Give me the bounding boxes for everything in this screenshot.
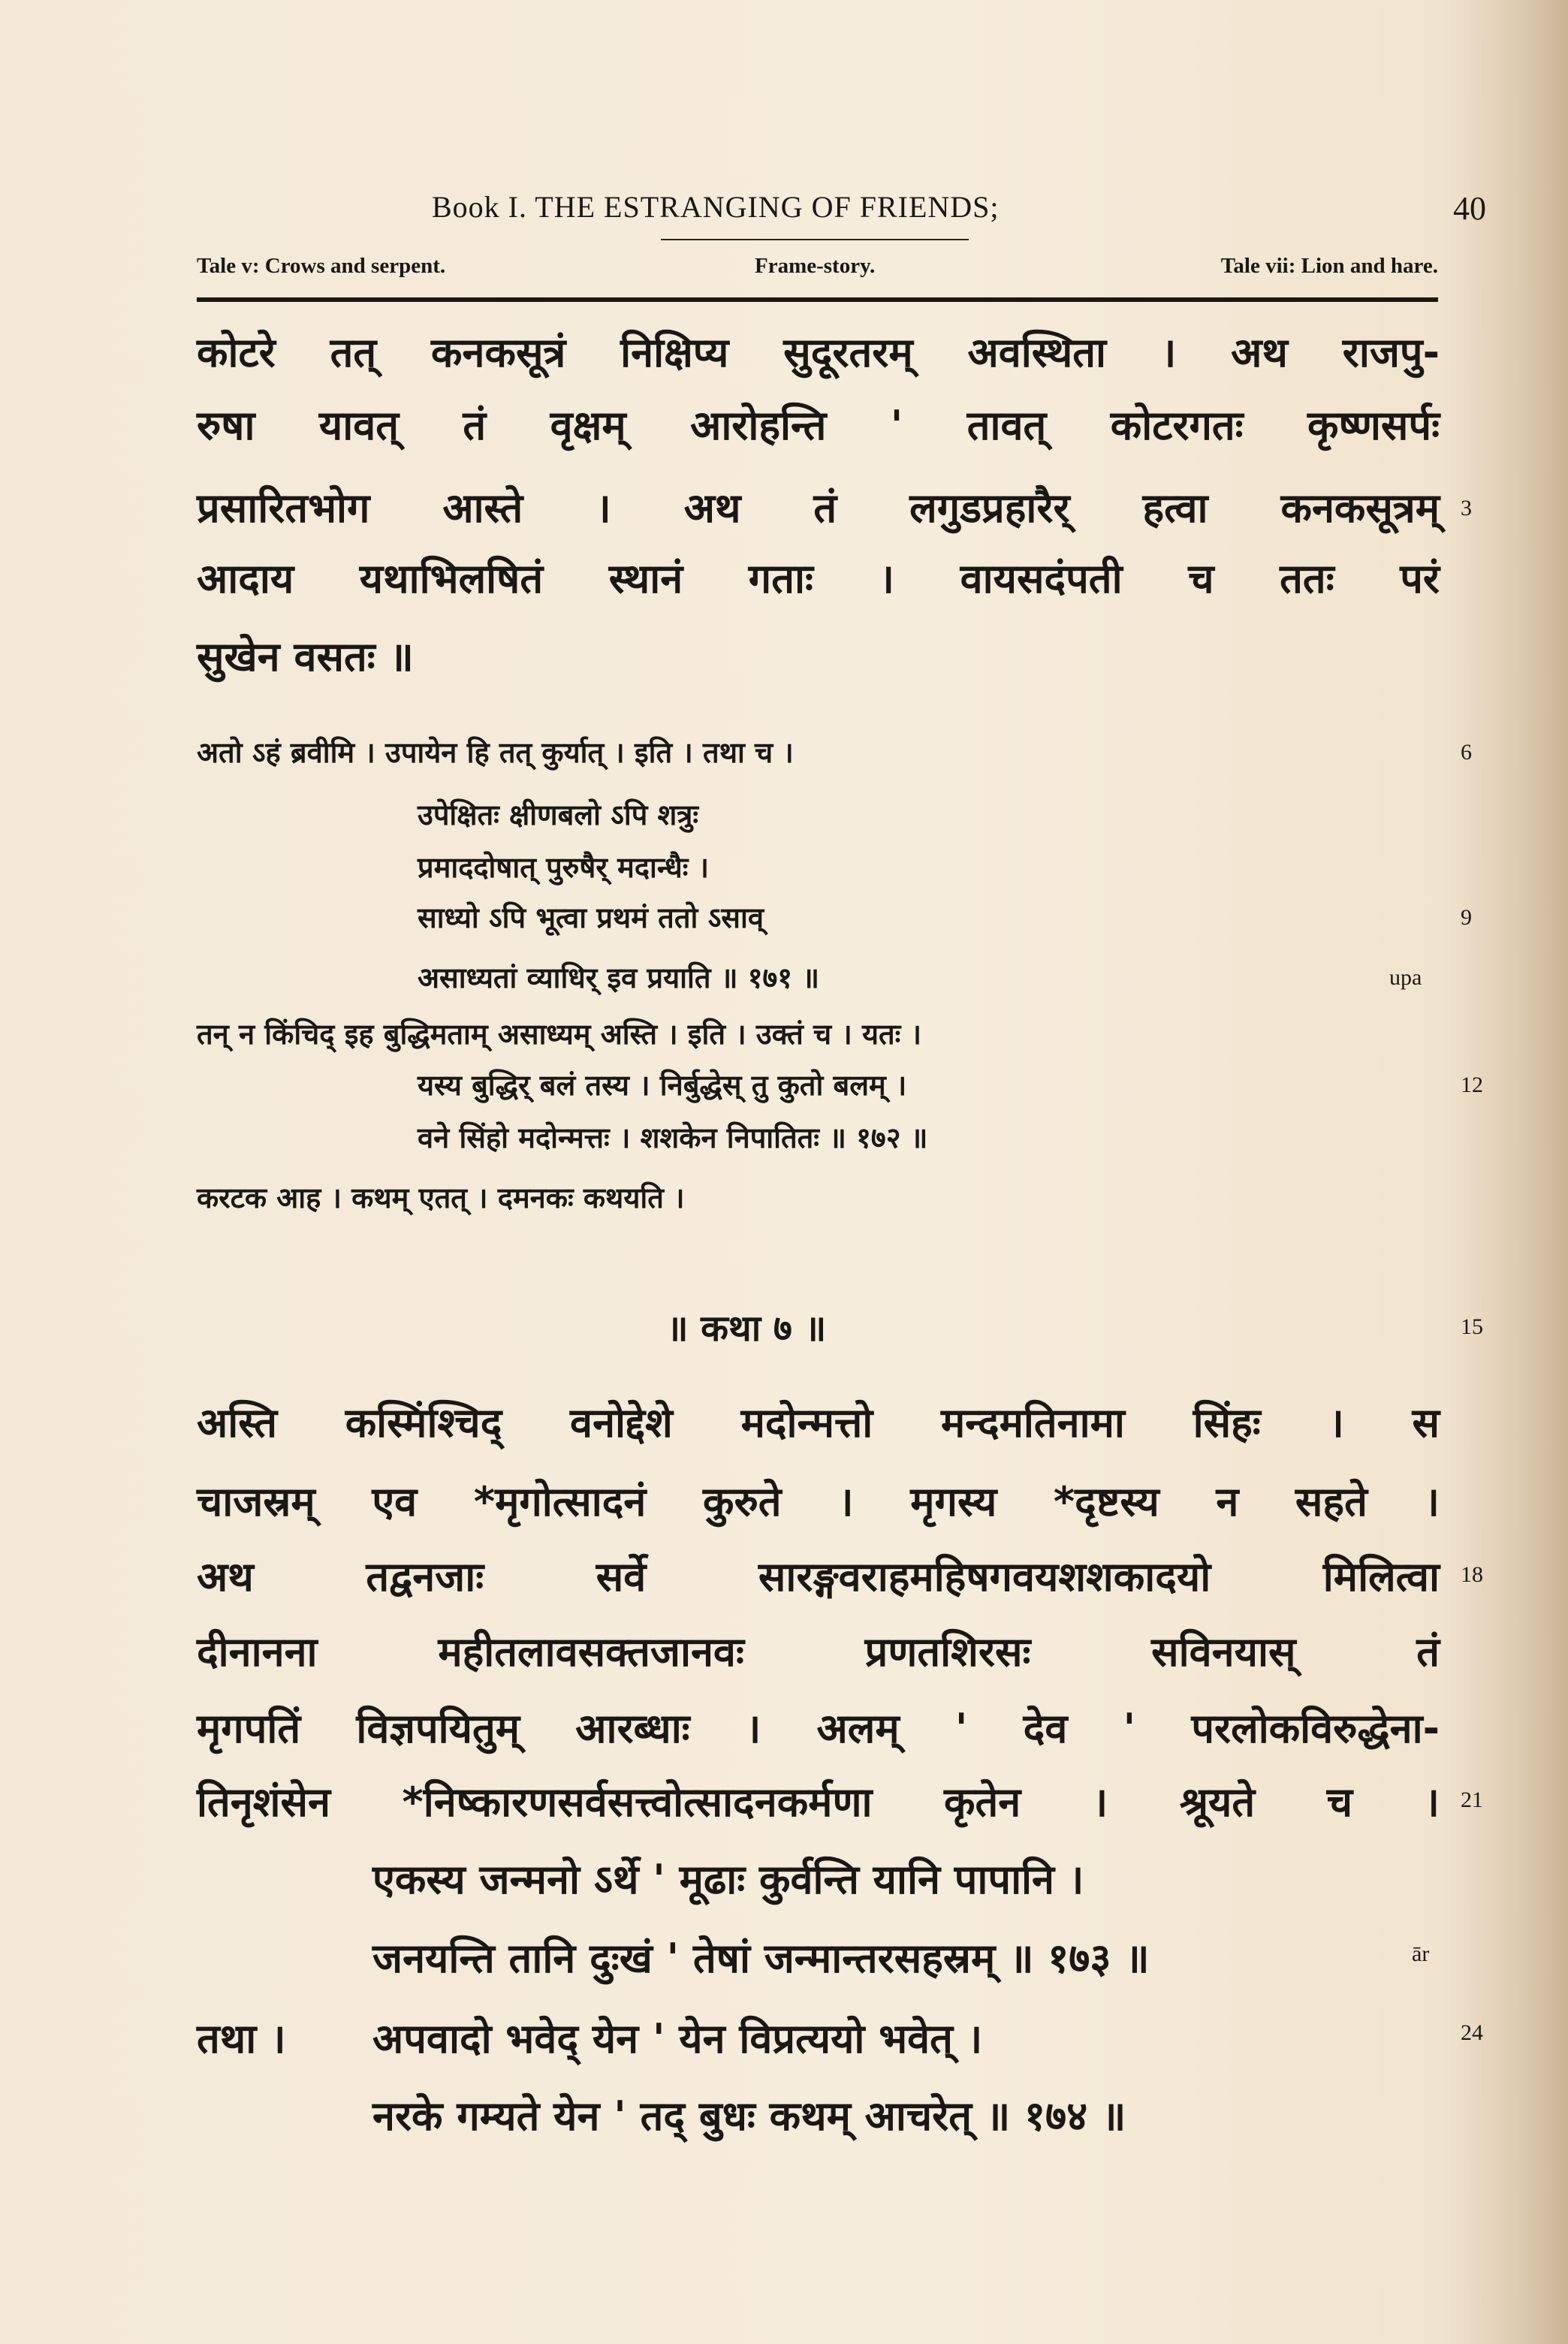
- text-line: चाजस्रम् एव *मृगोत्सादनं कुरुते । मृगस्य *दृष्टस्य न सहते ।: [197, 1478, 1440, 1525]
- header-rule: [197, 297, 1438, 302]
- section-right: Tale vii: Lion and hare.: [1220, 254, 1438, 278]
- running-title: Book I. THE ESTRANGING OF FRIENDS;: [432, 190, 1000, 224]
- section-center: Frame-story.: [755, 254, 876, 278]
- text-line: कोटरे तत् कनकसूत्रं निक्षिप्य सुदूरतरम् अवस्थिता । अथ राजपु-: [197, 329, 1440, 376]
- verse-line: साध्यो ऽपि भूत्वा प्रथमं ततो ऽसाव्: [418, 901, 764, 934]
- text-line: मृगपतिं विज्ञपयितुम् आरब्धाः । अलम् ' देव ' परलोकविरुद्धेना-: [197, 1705, 1440, 1752]
- text-line: करटक आह । कथम् एतत् । दमनकः कथयति ।: [197, 1181, 685, 1214]
- text-line: प्रसारितभोग आस्ते । अथ तं लगुडप्रहारैर् हत्वा कनकसूत्रम्: [197, 484, 1440, 532]
- line-number: 3: [1461, 496, 1472, 520]
- section-left: Tale v: Crows and serpent.: [197, 254, 446, 278]
- line-number: 9: [1461, 905, 1472, 930]
- text-line: अतो ऽहं ब्रवीमि । उपायेन हि तत् कुर्यात् । इति । तथा च ।: [197, 736, 794, 769]
- text-line: सुखेन वसतः ॥: [197, 633, 414, 680]
- line-number: 18: [1461, 1562, 1483, 1587]
- verse-line: वने सिंहो मदोन्मत्तः । शशकेन निपातितः ॥ १७२ ॥: [418, 1121, 928, 1154]
- text-line: तिनृशंसेन *निष्कारणसर्वसत्त्वोत्सादनकर्मणा कृतेन । श्रूयते च ।: [197, 1778, 1440, 1826]
- line-number: 6: [1461, 740, 1472, 765]
- verse-line: प्रमाददोषात् पुरुषैर् मदान्धैः ।: [418, 851, 710, 884]
- text-line: तथा ।: [197, 2015, 286, 2062]
- verse-line: नरके गम्यते येन ' तद् बुधः कथम् आचरेत् ॥ १७४ ॥: [372, 2092, 1126, 2140]
- verse-line: यस्य बुद्धिर् बलं तस्य । निर्बुद्धेस् तु कुतो बलम् ।: [418, 1069, 907, 1102]
- text-line: रुषा यावत् तं वृक्षम् आरोहन्ति ' तावत् कोटरगतः कृष्णसर्पः: [197, 402, 1440, 449]
- text-line: आदाय यथाभिलषितं स्थानं गताः । वायसदंपती च ततः परं: [197, 555, 1440, 602]
- verse-line: असाध्यतां व्याधिर् इव प्रयाति ॥ १७१ ॥: [418, 961, 819, 994]
- meter-label: upa: [1389, 965, 1422, 990]
- verse-line: एकस्य जन्मनो ऽर्थे ' मूढाः कुर्वन्ति यानि पापानि ।: [372, 1856, 1084, 1903]
- title-rule: [661, 239, 969, 240]
- story-heading: ॥ कथा ७ ॥: [666, 1308, 827, 1350]
- verse-line: उपेक्षितः क्षीणबलो ऽपि शत्रुः: [418, 798, 699, 831]
- line-number: 12: [1461, 1072, 1483, 1097]
- text-line: अथ तद्वनजाः सर्वे सारङ्गवराहमहिषगवयशशकादयो मिलित्वा: [197, 1553, 1440, 1600]
- text-line: दीनानना महीतलावसक्तजानवः प्रणतशिरसः सविनयास् तं: [197, 1628, 1440, 1676]
- verse-line: जनयन्ति तानि दुःखं ' तेषां जन्मान्तरसहस्रम् ॥ १७३ ॥: [372, 1935, 1150, 1982]
- meter-label: ār: [1412, 1941, 1430, 1966]
- line-number: 21: [1461, 1787, 1483, 1812]
- line-number: 24: [1461, 2020, 1483, 2045]
- text-line: तन् न किंचिद् इह बुद्धिमताम् असाध्यम् अस्ति । इति । उक्तं च । यतः ।: [197, 1018, 921, 1051]
- text-line: अस्ति कस्मिंश्चिद् वनोद्देशे मदोन्मत्तो मन्दमतिनामा सिंहः । स: [197, 1399, 1440, 1447]
- line-number: 15: [1461, 1314, 1483, 1339]
- verse-line: अपवादो भवेद् येन ' येन विप्रत्ययो भवेत् ।: [372, 2015, 983, 2062]
- page-number: 40: [1453, 190, 1486, 227]
